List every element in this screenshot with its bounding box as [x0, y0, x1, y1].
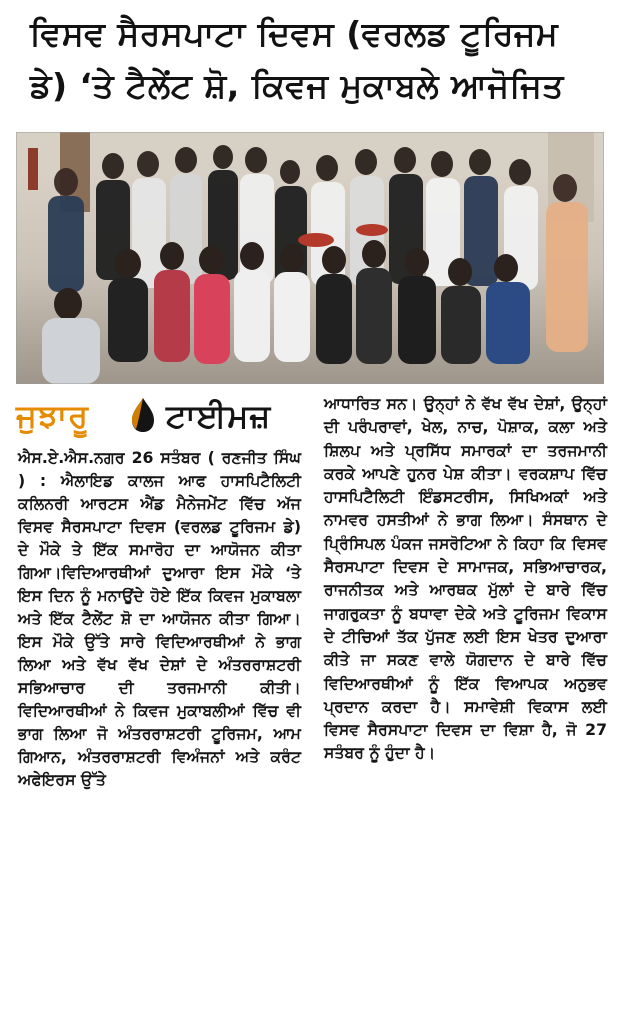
publication-logo-part-2: ਟਾਈਮਜ਼ [166, 397, 272, 435]
headline-line-1: ਵਿਸਵ ਸੈਰਸਪਾਟਾ ਦਿਵਸ (ਵਰਲਡ ਟੂਰਿਜਮ [30, 14, 559, 53]
article-right-column [324, 392, 607, 765]
headline [30, 8, 609, 120]
article-left-column [18, 446, 301, 791]
publication-logo-part-1: ਜੁਝਾਰੂ [16, 397, 90, 435]
left-column-text: ਐਲਾਇਡ ਕਾਲਜ ਆਫ ਹਾਸਪਿਟੈਲਿਟੀ ਕਲਿਨਰੀ ਆਰਟਸ ਐਂਡ ਮੈਨੇਜਮੇਂਟ ਵਿੱਚ ਅੱਜ ਵਿਸਵ ਸੈਰਸਪਾਟਾ ਦਿਵਸ (ਵਰਲਡ ਟੂਰਿਜਮ ਡੇ) ਦੇ ਮੌਕੇ ਤੇ ਇੱਕ ਸਮਾਰੋਹ ਦਾ ਆਯੋਜਨ ਕੀਤਾ ਗਿਆ।ਵਿਦਿਆਰਥੀਆਂ ਦੁਆਰਾ ਇਸ ਮੌਕੇ ‘ਤੇ ਇਸ ਦਿਨ ਨੂੰ ਮਨਾਉਂਦੇ ਹੋਏ ਇੱਕ ਕਿਵਜ ਮੁਕਾਬਲਾ ਅਤੇ ਇੱਕ ਟੈਲੇਂਟ ਸ਼ੋ ਦਾ ਆਯੋਜਨ ਕੀਤਾ ਗਿਆ। ਇਸ ਮੌਕੇ ਉੱਤੇ ਸਾਰੇ ਵਿਦਿਆਰਥੀਆਂ ਨੇ ਭਾਗ ਲਿਆ ਅਤੇ ਵੱਖ ਵੱਖ ਦੇਸ਼ਾਂ ਦੇ ਅੰਤਰਰਾਸ਼ਟਰੀ ਸਭਿਆਚਾਰ ਦੀ ਤਰਜਮਾਨੀ ਕੀਤੀ। ਵਿਦਿਆਰਥੀਆਂ ਨੇ ਕਿਵਜ ਮੁਕਾਬਲੀਆਂ ਵਿੱਚ ਵੀ ਭਾਗ ਲਿਆ ਜੋ ਅੰਤਰਰਾਸ਼ਟਰੀ ਟੂਰਿਜਮ, ਆਮ ਗਿਆਨ, ਅੰਤਰਰਾਸ਼ਟਰੀ ਵਿਅੰਜਨਾਂ ਅਤੇ ਕਰੰਟ ਅਫੇਇਰਸ ਉੱਤੇ [18, 471, 302, 789]
group-photo-illustration [16, 132, 604, 384]
drop-icon [128, 396, 158, 434]
article-right-paragraph: ਆਧਾਰਿਤ ਸਨ। ਉਨ੍ਹਾਂ ਨੇ ਵੱਖ ਵੱਖ ਦੇਸ਼ਾਂ, ਉਨ੍ਹਾਂ ਦੀ ਪਰੰਪਰਾਵਾਂ, ਖੇਲ, ਨਾਚ, ਪੋਸ਼ਾਕ, ਕਲਾ ਅਤੇ ਸ਼ਿਲਪ ਅਤੇ ਪ੍ਰਸਿੱਧ ਸਮਾਰਕਾਂ ਦਾ ਤਰਜਮਾਨੀ ਕਰਕੇ ਆਪਣੇ ਹੁਨਰ ਪੇਸ਼ ਕੀਤਾ। ਵਰਕਸ਼ਾਪ ਵਿੱਚ ਹਾਸਪਿਟੈਲਿਟੀ ਇੰਡਸਟਰੀਸ, ਸਿਖਿਅਕਾਂ ਅਤੇ ਨਾਮਵਰ ਹਸਤੀਆਂ ਨੇ ਭਾਗ ਲਿਆ। ਸੰਸਥਾਨ ਦੇ ਪ੍ਰਿੰਸਿਪਲ ਪੰਕਜ ਜਸਰੋਟਿਆ ਨੇ ਕਿਹਾ ਕਿ ਵਿਸਵ ਸੈਰਸਪਾਟਾ ਦਿਵਸ ਦੇ ਸਾਮਾਜਕ, ਸਭਿਆਚਾਰਕ, ਰਾਜਨੀਤਕ ਅਤੇ ਆਰਥਕ ਮੁੱਲਾਂ ਦੇ ਬਾਰੇ ਵਿੱਚ ਜਾਗਰੁਕਤਾ ਨੂੰ ਬਧਾਵਾ ਦੇਕੇ ਅਤੇ ਟੂਰਿਜਮ ਵਿਕਾਸ ਦੇ ਟੀਚਿਆਂ ਤੱਕ ਪੁੱਜਣ ਲਈ ਇਸ ਖੇਤਰ ਦੁਆਰਾ ਕੀਤੇ ਜਾ ਸਕਣ ਵਾਲੇ ਯੋਗਦਾਨ ਦੇ ਬਾਰੇ ਵਿੱਚ ਵਿਦਿਆਰਥੀਆਂ ਨੂੰ ਇੱਕ ਵਿਆਪਕ ਅਨੁਭਵ ਪ੍ਰਦਾਨ ਕਰਦਾ ਹੈ। ਸਮਾਵੇਸ਼ੀ ਵਿਕਾਸ ਲਈ ਵਿਸਵ ਸੈਰਸਪਾਟਾ ਦਿਵਸ ਦਾ ਵਿਸ਼ਾ ਹੈ, ਜੋ 27 ਸਤੰਬਰ ਨੂੰ ਹੁੰਦਾ ਹੈ। [324, 394, 607, 763]
headline-line-2: ਡੇ) ‘ਤੇ ਟੈਲੇਂਟ ਸ਼ੋ, ਕਿਵਜ ਮੁਕਾਬਲੇ ਆਜੋਜਿਤ [30, 66, 564, 105]
byline: ਐਸ.ਏ.ਐਸ.ਨਗਰ 26 ਸਤੰਬਰ ( ਰਣਜੀਤ ਸਿੰਘ ) : [18, 448, 301, 490]
group-photo [16, 132, 604, 384]
article-left-paragraph [18, 446, 301, 791]
publication-logo [16, 392, 316, 440]
